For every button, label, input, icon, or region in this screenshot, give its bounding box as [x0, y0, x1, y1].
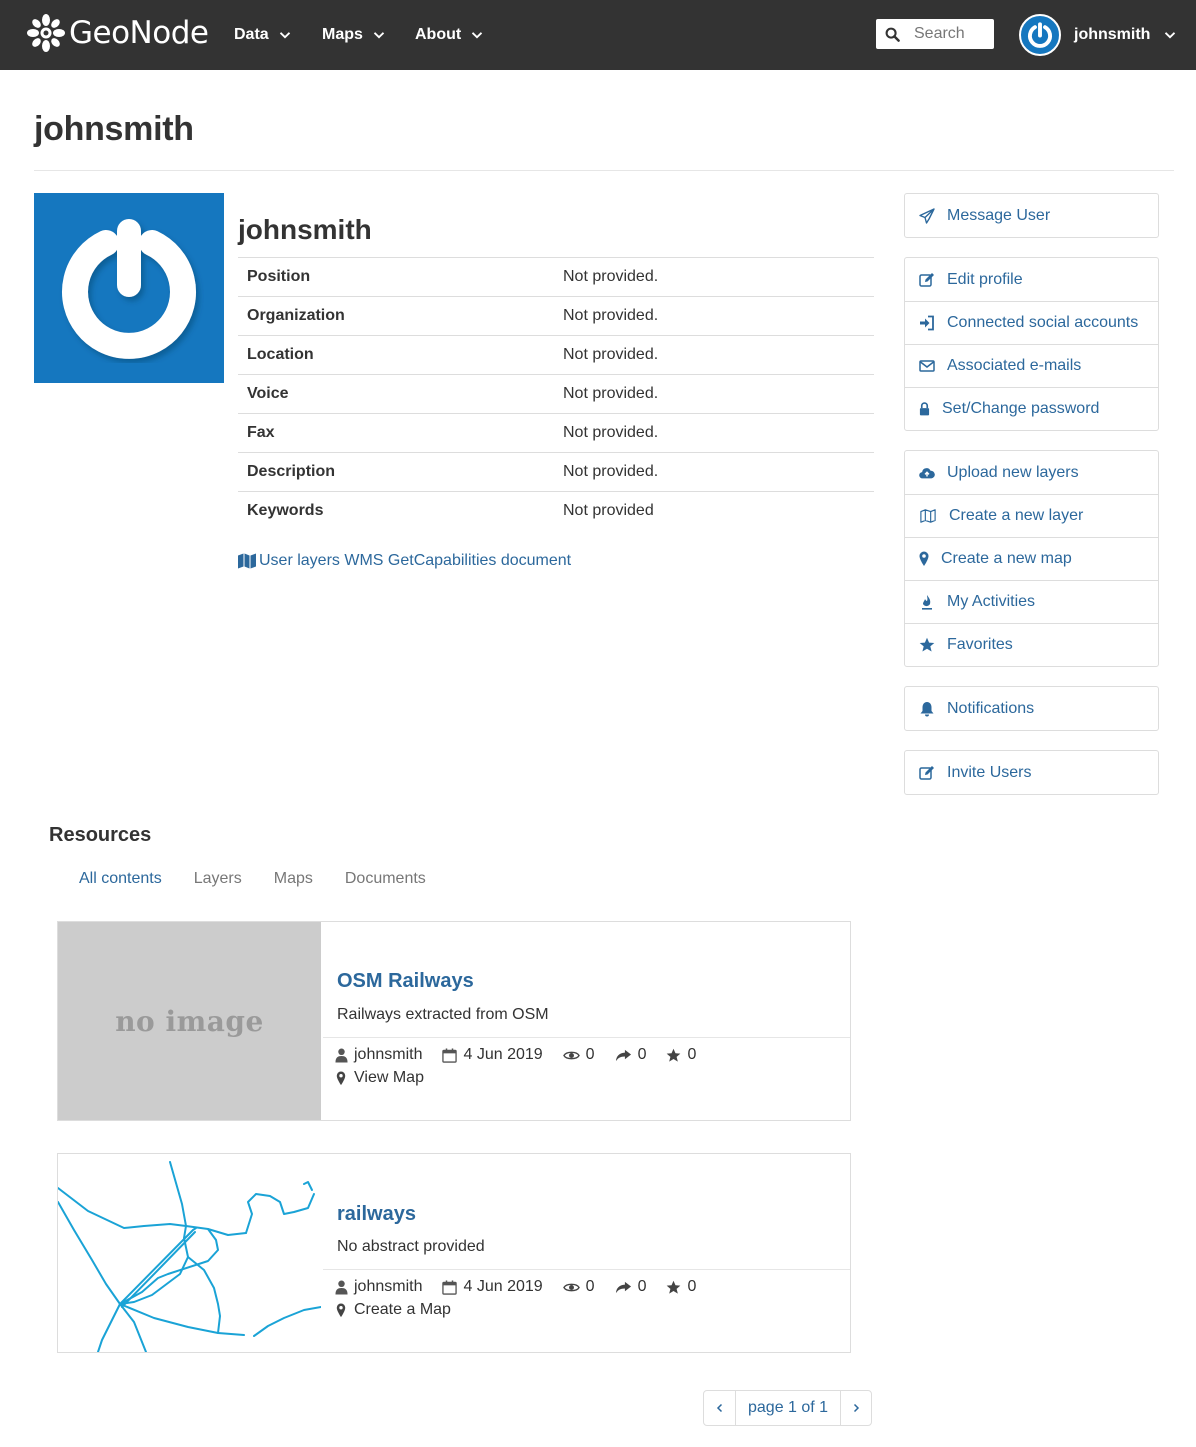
rating-meta — [666, 1278, 696, 1296]
user-menu[interactable] — [1019, 13, 1176, 57]
field-value: Not provided. — [554, 258, 874, 297]
map-icon — [238, 553, 256, 569]
sidebar-group-notifications — [904, 686, 1159, 731]
map-marker-icon — [919, 551, 929, 567]
calendar-icon — [442, 1048, 457, 1063]
wms-getcapabilities-link[interactable] — [238, 552, 571, 570]
brand-name: GeoNode — [69, 15, 209, 51]
field-value: Not provided. — [554, 336, 874, 375]
eye-icon — [563, 1280, 580, 1295]
views-meta — [563, 1278, 595, 1296]
sign-in-icon — [919, 315, 935, 331]
chevron-left-icon — [715, 1403, 725, 1413]
table-row — [238, 492, 874, 531]
chevron-right-icon — [851, 1403, 861, 1413]
field-label: Description — [238, 453, 554, 492]
lock-icon — [919, 401, 930, 417]
social-accounts-label: Connected social accounts — [947, 314, 1139, 331]
field-label: Position — [238, 258, 554, 297]
top-navbar — [0, 0, 1196, 70]
user-icon — [335, 1048, 348, 1063]
edit-icon — [919, 272, 935, 288]
next-page-button[interactable] — [840, 1391, 871, 1425]
owner-meta[interactable] — [335, 1046, 422, 1064]
rating-count: 0 — [687, 1046, 697, 1063]
resource-title-link[interactable]: railways — [337, 1203, 416, 1225]
field-label: Location — [238, 336, 554, 375]
page-indicator: page 1 of 1 — [735, 1391, 840, 1425]
sidebar-group-content — [904, 450, 1159, 667]
edit-profile-label: Edit profile — [947, 270, 1023, 288]
message-user-label: Message User — [947, 206, 1051, 224]
nav-menu-maps[interactable] — [322, 0, 385, 70]
date-meta — [442, 1278, 542, 1296]
paper-plane-icon — [919, 208, 935, 224]
username-label: johnsmith — [1074, 26, 1151, 43]
resource-card — [57, 1153, 851, 1353]
view-map-link[interactable] — [335, 1069, 424, 1087]
invite-users-label: Invite Users — [947, 763, 1032, 781]
share-icon — [615, 1280, 632, 1295]
owner-meta[interactable] — [335, 1278, 422, 1296]
create-map-label: Create a new map — [941, 550, 1072, 567]
chevron-down-icon — [279, 29, 291, 41]
tab-all-contents[interactable]: All contents — [79, 870, 162, 887]
resource-card — [57, 921, 851, 1121]
power-icon — [54, 213, 204, 363]
brand-logo-link[interactable] — [26, 10, 208, 56]
field-value: Not provided. — [554, 375, 874, 414]
tab-documents[interactable]: Documents — [344, 870, 426, 887]
create-layer-button[interactable] — [905, 494, 1158, 537]
my-activities-button[interactable] — [905, 580, 1158, 623]
shares-count: 0 — [637, 1278, 647, 1295]
favorites-label: Favorites — [947, 636, 1013, 653]
chevron-down-icon — [1164, 29, 1176, 41]
social-accounts-button[interactable] — [905, 301, 1158, 344]
favorites-button[interactable] — [905, 623, 1158, 666]
railways-map-thumbnail — [58, 1154, 321, 1352]
associated-emails-button[interactable] — [905, 344, 1158, 387]
bell-icon — [919, 701, 935, 717]
wms-link-label: User layers WMS GetCapabilities document — [259, 552, 572, 569]
nav-menu-data-label: Data — [234, 26, 269, 43]
field-label: Fax — [238, 414, 554, 453]
field-value: Not provided. — [554, 297, 874, 336]
date-value: 4 Jun 2019 — [463, 1046, 543, 1063]
cloud-upload-icon — [919, 465, 935, 481]
upload-layers-label: Upload new layers — [947, 463, 1079, 481]
views-count: 0 — [585, 1046, 595, 1063]
table-row — [238, 258, 874, 297]
chevron-down-icon — [373, 29, 385, 41]
edit-profile-button[interactable] — [905, 258, 1158, 301]
resource-title-link[interactable]: OSM Railways — [337, 970, 474, 992]
no-image-placeholder: no image — [115, 1004, 264, 1038]
prev-page-button[interactable] — [704, 1391, 735, 1425]
search-icon — [885, 27, 900, 42]
nav-menu-maps-label: Maps — [322, 26, 363, 43]
message-user-button[interactable] — [905, 194, 1158, 237]
shares-meta — [615, 1046, 647, 1064]
resource-tabs — [63, 864, 442, 894]
map-marker-icon — [335, 1071, 347, 1086]
profile-info-table — [238, 257, 874, 531]
tab-maps[interactable]: Maps — [273, 870, 313, 887]
resource-thumbnail[interactable] — [58, 1154, 321, 1352]
map-outline-icon — [920, 508, 936, 524]
profile-avatar — [34, 193, 224, 383]
star-icon — [666, 1048, 681, 1063]
notifications-label: Notifications — [947, 699, 1035, 717]
fire-icon — [919, 594, 935, 610]
resource-meta — [335, 1278, 716, 1296]
views-count: 0 — [585, 1278, 595, 1295]
create-map-link[interactable] — [335, 1301, 451, 1319]
envelope-icon — [919, 358, 935, 374]
star-icon — [919, 637, 935, 653]
card-divider — [323, 1269, 850, 1270]
rating-count: 0 — [687, 1278, 697, 1295]
table-row — [238, 375, 874, 414]
chevron-down-icon — [471, 29, 483, 41]
eye-icon — [563, 1048, 580, 1063]
field-label: Keywords — [238, 492, 554, 531]
shares-meta — [615, 1278, 647, 1296]
invite-users-button[interactable] — [905, 751, 1158, 794]
share-icon — [615, 1048, 632, 1063]
change-password-button[interactable] — [905, 387, 1158, 430]
sidebar-group-account — [904, 257, 1159, 431]
sidebar-group-invite — [904, 750, 1159, 795]
nav-menu-about[interactable] — [415, 0, 483, 70]
field-value: Not provided — [554, 492, 874, 531]
upload-layers-button[interactable] — [905, 451, 1158, 494]
user-icon — [335, 1280, 348, 1295]
notifications-button[interactable] — [905, 687, 1158, 730]
table-row — [238, 453, 874, 492]
tab-layers[interactable]: Layers — [193, 870, 242, 887]
search-box — [876, 19, 994, 49]
owner-name: johnsmith — [354, 1278, 423, 1295]
table-row — [238, 336, 874, 375]
field-label: Organization — [238, 297, 554, 336]
shares-count: 0 — [637, 1046, 647, 1063]
associated-emails-label: Associated e-mails — [947, 357, 1082, 374]
nav-menu-data[interactable] — [234, 0, 291, 70]
pagination — [703, 1390, 872, 1426]
create-map-button[interactable] — [905, 537, 1158, 580]
owner-name: johnsmith — [354, 1046, 423, 1063]
page-title: johnsmith — [34, 110, 194, 148]
search-input[interactable] — [912, 24, 992, 44]
create-map-label: Create a Map — [354, 1301, 451, 1318]
nav-menu-about-label: About — [415, 26, 462, 43]
table-row — [238, 297, 874, 336]
create-layer-label: Create a new layer — [949, 507, 1084, 524]
date-meta — [442, 1046, 542, 1064]
resource-meta — [335, 1046, 716, 1064]
field-value: Not provided. — [554, 453, 874, 492]
field-value: Not provided. — [554, 414, 874, 453]
avatar — [1019, 14, 1061, 56]
sidebar-group-message — [904, 193, 1159, 238]
power-icon — [1026, 21, 1054, 49]
table-row — [238, 414, 874, 453]
title-divider — [34, 170, 1174, 171]
resource-abstract: No abstract provided — [337, 1238, 485, 1255]
resource-thumbnail[interactable] — [58, 922, 321, 1120]
field-label: Voice — [238, 375, 554, 414]
views-meta — [563, 1046, 595, 1064]
change-password-label: Set/Change password — [942, 400, 1100, 417]
rating-meta — [666, 1046, 696, 1064]
resources-heading: Resources — [49, 824, 152, 846]
view-map-label: View Map — [354, 1069, 424, 1086]
date-value: 4 Jun 2019 — [463, 1278, 543, 1295]
edit-icon — [919, 765, 935, 781]
my-activities-label: My Activities — [947, 593, 1036, 610]
resource-abstract: Railways extracted from OSM — [337, 1006, 549, 1023]
card-divider — [323, 1037, 850, 1038]
map-marker-icon — [335, 1303, 347, 1318]
calendar-icon — [442, 1280, 457, 1295]
profile-name: johnsmith — [238, 214, 372, 245]
star-icon — [666, 1280, 681, 1295]
geonode-flower-icon — [26, 13, 66, 53]
